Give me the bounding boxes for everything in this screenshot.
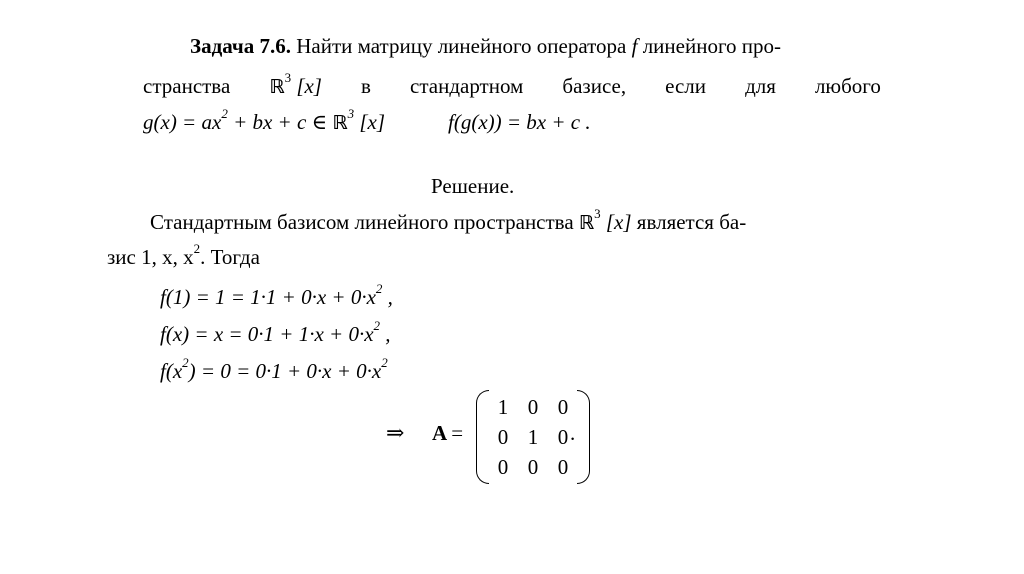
matrix-cell: 0: [497, 425, 509, 449]
solution-heading: Решение.: [431, 174, 515, 198]
matrix-row: [488, 422, 578, 452]
right-paren: [577, 390, 590, 484]
matrix-cell: 0: [527, 455, 539, 479]
equation-1: $f(1) = 1 = 1\cdot 1 + 0\cdot x + 0\cdot x^2$ ,: [160, 281, 393, 309]
solution-para-line-2: зис 1, x, $x^2$. Тогда: [107, 241, 260, 269]
equation-3: $f(x^2) = 0 = 0\cdot 1 + 0\cdot x + 0\cdot x^2$: [160, 355, 388, 383]
g-formula: $g(x) = ax^2$ + bx + c ∈ ℝ$^3$ [x]: [143, 106, 385, 134]
matrix-cell: 0: [557, 425, 569, 449]
word: странства: [143, 74, 231, 98]
solution-para-line-1: Стандартным базисом линейного пространства ℝ$^3$ [x] является ба-: [150, 206, 747, 234]
matrix-row: [488, 392, 578, 422]
word: стандартном: [410, 74, 524, 98]
word: базисе,: [562, 74, 627, 98]
word: любого: [814, 74, 881, 98]
task-text-1: Найти матрицу линейного оператора: [296, 34, 627, 58]
equation-2: $f(x) = x = 0\cdot 1 + 1\cdot x + 0\cdot x^2$ ,: [160, 318, 391, 346]
matrix-row: [488, 452, 578, 482]
implies-arrow: ⇒: [386, 420, 405, 445]
task-text-2: линейного про-: [642, 34, 782, 58]
word: если: [665, 74, 707, 98]
space-symbol: ℝ$^3$ [x]: [269, 70, 322, 98]
task-line-2: [143, 70, 881, 99]
matrix-label: A =: [432, 421, 464, 445]
matrix-cell: 0: [497, 455, 509, 479]
operator-f: f: [631, 34, 638, 58]
matrix-cell: 1: [497, 395, 509, 419]
matrix-period: .: [570, 421, 576, 445]
task-line-1: [190, 34, 781, 59]
word: для: [745, 74, 776, 98]
f-formula: f(g(x)) = bx + c .: [448, 110, 591, 134]
matrix-cell: 0: [557, 395, 569, 419]
task-label: Задача 7.6.: [190, 34, 291, 58]
matrix-cell: 0: [527, 395, 539, 419]
left-paren: [476, 390, 489, 484]
word: в: [361, 74, 371, 98]
matrix-cell: 0: [557, 455, 569, 479]
matrix-cell: 1: [527, 425, 539, 449]
